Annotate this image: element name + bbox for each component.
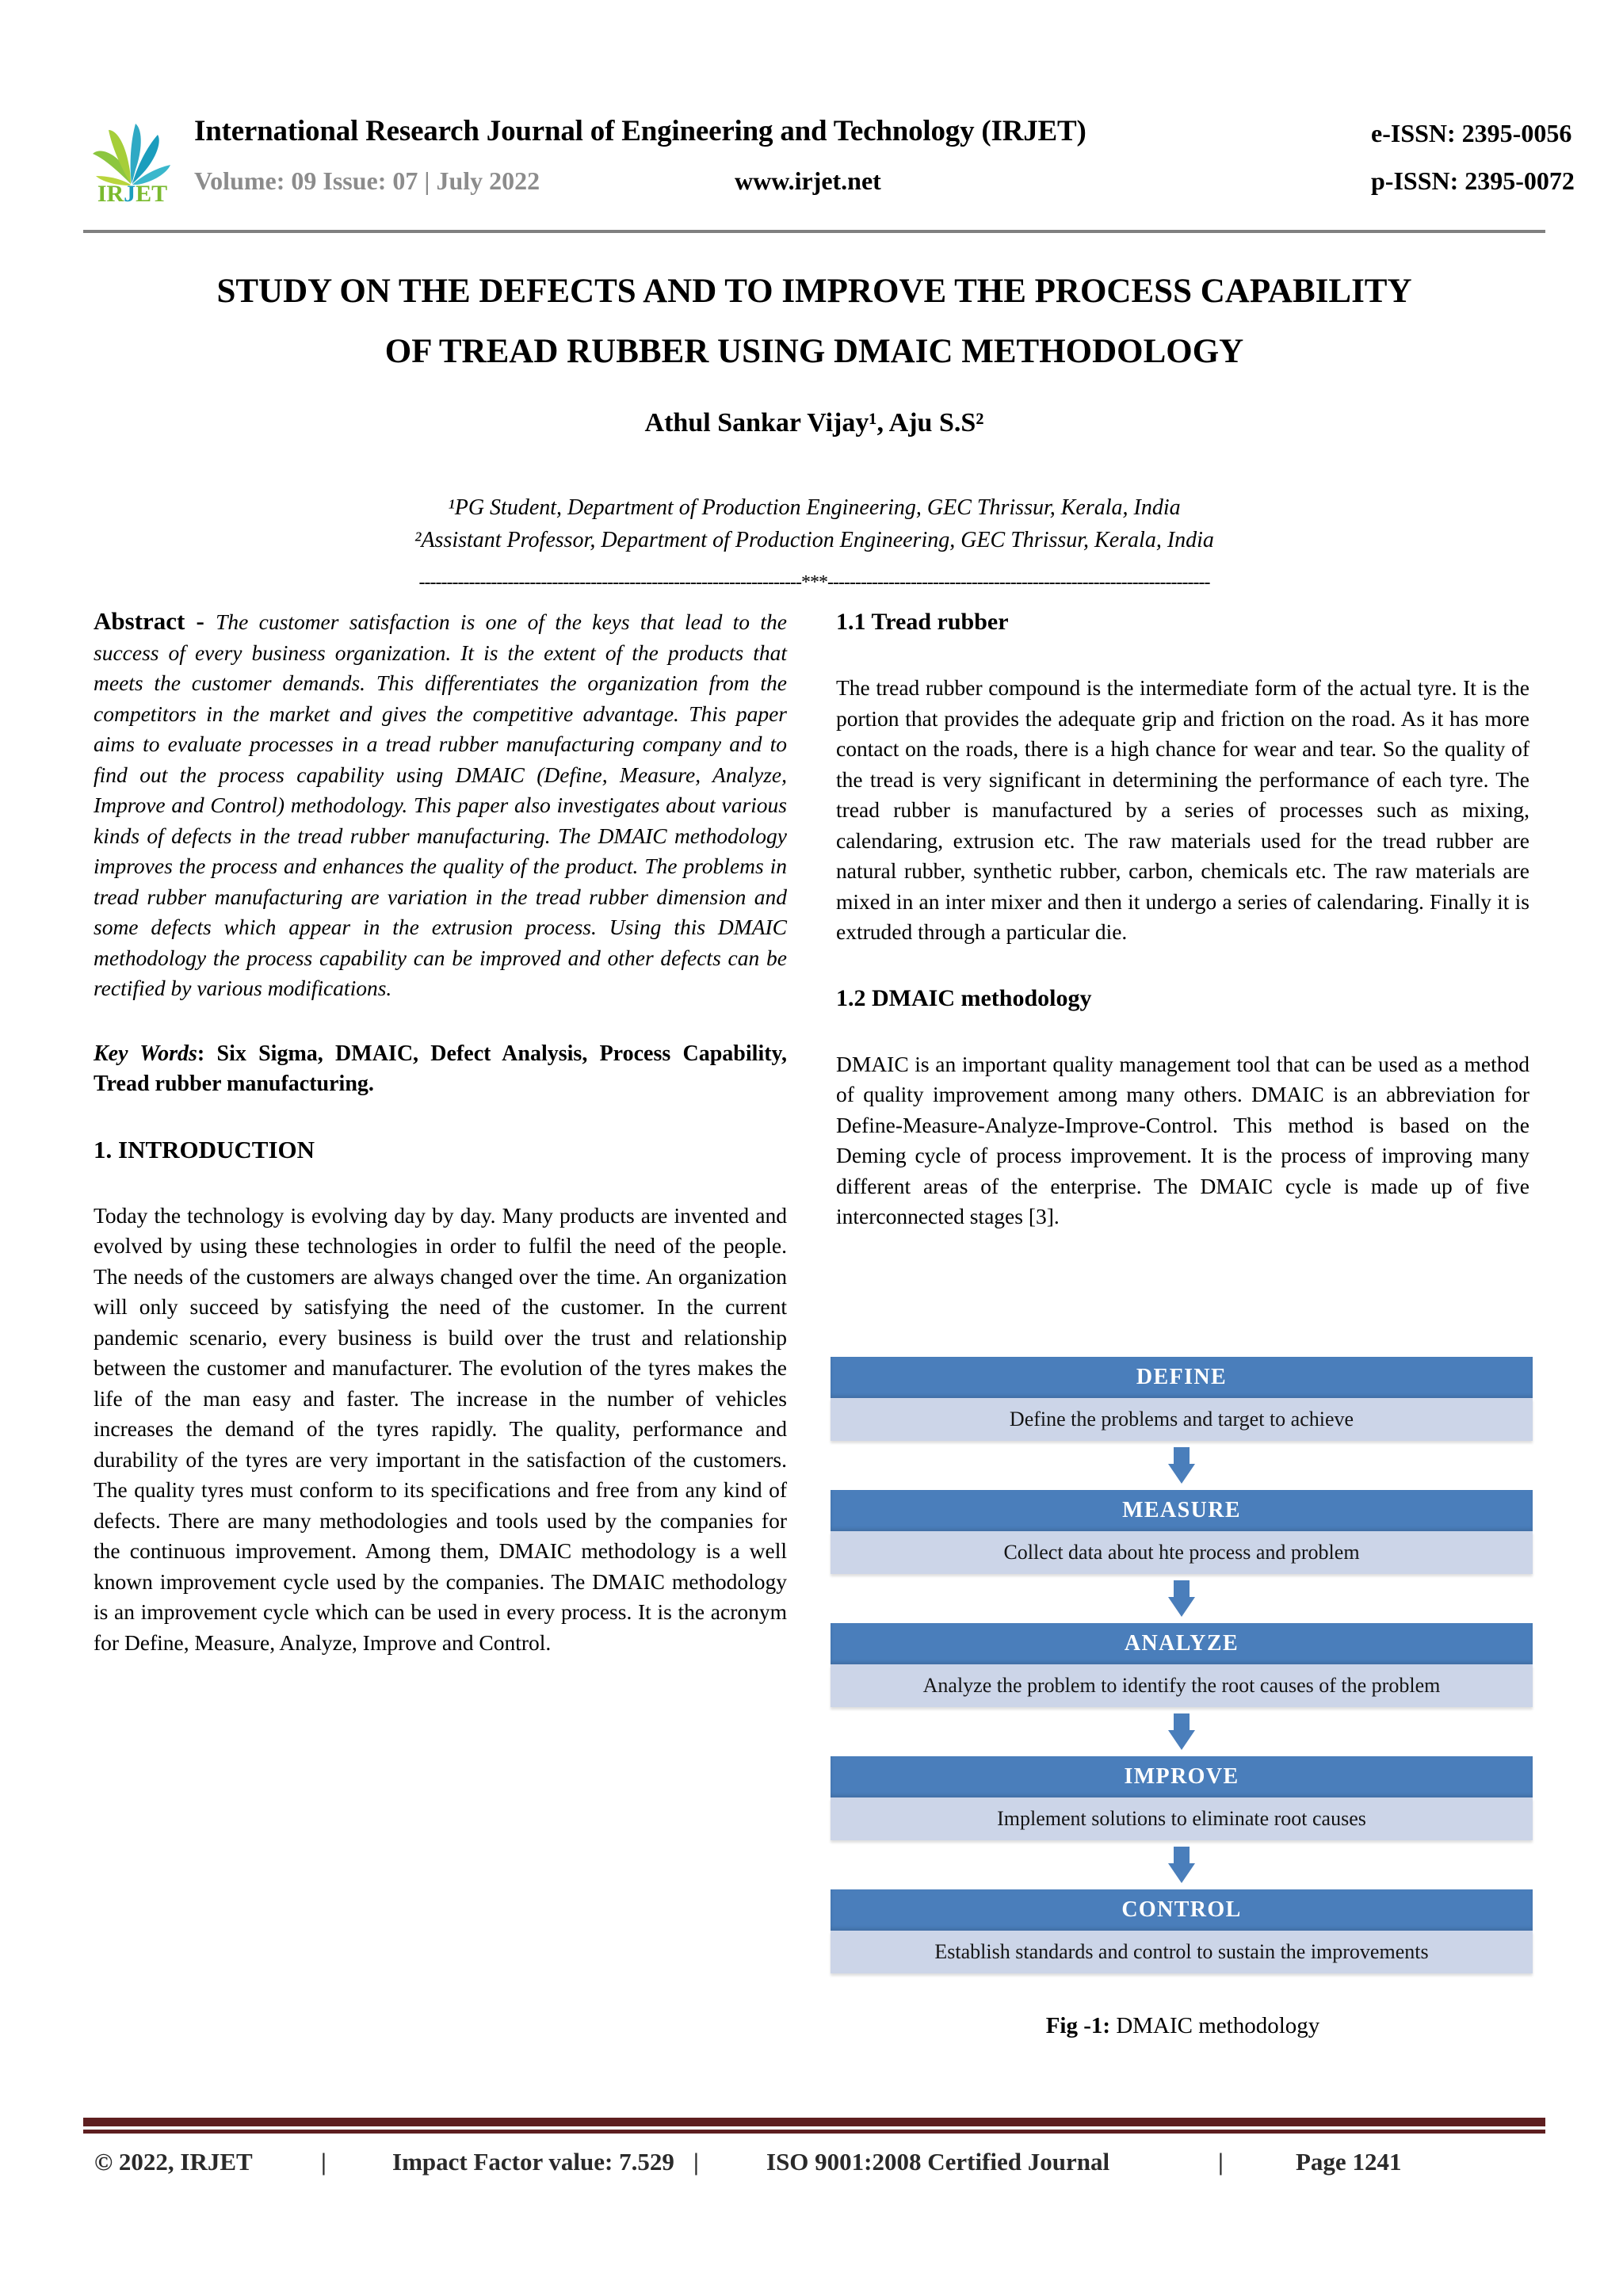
keywords-paragraph	[94, 1039, 787, 1099]
figure-caption	[836, 2013, 1529, 2039]
page-title	[95, 262, 1533, 382]
title-line-2: OF TREAD RUBBER USING DMAIC METHODOLOGY	[384, 333, 1244, 370]
section-separator: ---------------------------------------------------------------------***---------------------------------------------------------------------	[418, 572, 1210, 593]
dmaic-stage-analyze	[831, 1623, 1533, 1707]
dmaic-flow-diagram	[831, 1357, 1533, 1973]
header-divider	[83, 230, 1545, 233]
abstract-label: Abstract -	[94, 607, 216, 635]
p-issn: p-ISSN: 2395-0072	[1371, 166, 1575, 195]
dmaic-stage-control-title: CONTROL	[831, 1889, 1533, 1931]
abstract-paragraph	[94, 606, 787, 1004]
introduction-paragraph: Today the technology is evolving day by day. Many products are invented and evolved by using these technologies in order to fulfil the need of the people. The needs of the customers are always changed over the time. An organization will only succeed by satisfying the need of the customer. In the current pandemic scenario, every business is build over the trust and relationship between the customer and manufacturer. The evolution of the tyres makes the life of the man easy and faster. The increase in the number of vehicles increases the demand of the tyres rapidly. The quality, performance and durability of the tyres are very important in the satisfaction of the customers. The quality tyres must conform to its specifications and free from any kind of defects. There are many methodologies and tools used by the companies for the continuous improvement. Among them, DMAIC methodology is a well known improvement cycle used by the companies. The DMAIC methodology is an improvement cycle which can be used in every process. It is the acronym for Define, Measure, Analyze, Improve and Control.	[94, 1202, 787, 1655]
dmaic-stage-control-description: Establish standards and control to sustain the improvements	[831, 1931, 1533, 1973]
page-footer	[83, 2148, 1545, 2187]
heading-dmaic-methodology: 1.2 DMAIC methodology	[836, 984, 1092, 1011]
right-column	[836, 606, 1529, 1232]
dmaic-stage-measure-description: Collect data about hte process and problem	[831, 1531, 1533, 1574]
dmaic-stage-improve	[831, 1756, 1533, 1840]
logo-fan-icon	[85, 113, 178, 185]
arrow-down-icon	[1168, 1713, 1195, 1750]
dmaic-stage-define-description: Define the problems and target to achieve	[831, 1398, 1533, 1441]
arrow-down-icon	[1168, 1447, 1195, 1484]
affiliations	[95, 491, 1533, 556]
logo-text-ir: IR	[97, 181, 124, 207]
footer-impact-factor: Impact Factor value: 7.529	[392, 2148, 674, 2176]
footer-divider-top	[83, 2118, 1545, 2126]
logo-wordmark	[86, 181, 178, 208]
irjet-logo	[83, 113, 178, 212]
keywords-text: : Six Sigma, DMAIC, Defect Analysis, Process Capability, Tread rubber manufacturing.	[94, 1041, 787, 1096]
footer-divider-1: |	[321, 2148, 327, 2176]
dmaic-arrow-3	[831, 1707, 1533, 1756]
volume-issue-date: Volume: 09 Issue: 07 | July 2022	[194, 166, 540, 195]
arrow-down-icon	[1168, 1847, 1195, 1883]
dmaic-arrow-1	[831, 1441, 1533, 1490]
heading-tread-rubber: 1.1 Tread rubber	[836, 609, 1009, 635]
author-list: Athul Sankar Vijay¹, Aju S.S²	[644, 408, 984, 437]
journal-website[interactable]: www.irjet.net	[735, 166, 881, 195]
keywords-label: Key Words	[94, 1041, 197, 1066]
dmaic-stage-analyze-title: ANALYZE	[831, 1623, 1533, 1664]
logo-text-j: J	[124, 181, 136, 207]
dmaic-stage-measure	[831, 1490, 1533, 1574]
footer-divider-3: |	[1218, 2148, 1224, 2176]
arrow-down-icon	[1168, 1580, 1195, 1617]
footer-certification: ISO 9001:2008 Certified Journal	[766, 2148, 1110, 2176]
figure-caption-text: DMAIC methodology	[1110, 2013, 1320, 2038]
dmaic-stage-define-title: DEFINE	[831, 1357, 1533, 1398]
dmaic-arrow-4	[831, 1840, 1533, 1889]
left-column	[94, 606, 787, 1658]
figure-caption-label: Fig -1:	[1045, 2013, 1111, 2038]
affiliation-1: ¹PG Student, Department of Production Engineering, GEC Thrissur, Kerala, India	[448, 495, 1181, 520]
footer-page-number: Page 1241	[1296, 2148, 1402, 2176]
abstract-text: The customer satisfaction is one of the keys that lead to the success of every business organization. It is the extent of the products that meets the customer demands. This differentiates the organization from the competitors in the market and gives the competitive advantage. This paper aims to evaluate processes in a tread rubber manufacturing company and to find out the process capability using DMAIC (Define, Measure, Analyze, Improve and Control) methodology. This paper also investigates about various kinds of defects in the tread rubber manufacturing. The DMAIC methodology improves the process and enhances the quality of the product. The problems in tread rubber manufacturing are variation in the tread rubber dimension and some defects which appear in the extrusion process. Using this DMAIC methodology the process capability can be improved and other defects can be rectified by various modifications.	[94, 609, 787, 1000]
dmaic-stage-analyze-description: Analyze the problem to identify the root causes of the problem	[831, 1664, 1533, 1707]
logo-text-et: ET	[136, 181, 168, 207]
dmaic-arrow-2	[831, 1574, 1533, 1623]
tread-rubber-paragraph: The tread rubber compound is the intermediate form of the actual tyre. It is the portion that provides the adequate grip and friction on the road. As it has more contact on the roads, there is a high chance for wear and tear. So the quality of the tread is very significant in determining the performance of each tyre. The tread rubber is manufactured by a series of processes such as mixing, calendaring, extrusion etc. The raw materials used for the tread rubber are natural rubber, synthetic rubber, carbon, chemicals etc. The raw materials are mixed in an inter mixer and then it undergo a series of calendaring. Finally it is extruded through a particular die.	[836, 675, 1529, 944]
dmaic-methodology-paragraph: DMAIC is an important quality management tool that can be used as a method of quality improvement among many others. DMAIC is an abbreviation for Define-Measure-Analyze-Improve-Control. This method is based on the Deming cycle of process improvement. It is the process of improving many different areas of the enterprise. The DMAIC cycle is made up of five interconnected stages [3].	[836, 1051, 1529, 1228]
footer-divider-2: |	[693, 2148, 699, 2176]
heading-introduction: 1. INTRODUCTION	[94, 1135, 315, 1163]
affiliation-2: ²Assistant Professor, Department of Production Engineering, GEC Thrissur, Kerala, India	[414, 528, 1214, 552]
page-masthead	[83, 111, 1575, 230]
dmaic-stage-improve-description: Implement solutions to eliminate root causes	[831, 1797, 1533, 1840]
journal-title: International Research Journal of Engineering and Technology (IRJET)	[194, 115, 1086, 147]
dmaic-stage-improve-title: IMPROVE	[831, 1756, 1533, 1797]
dmaic-stage-measure-title: MEASURE	[831, 1490, 1533, 1531]
e-issn: e-ISSN: 2395-0056	[1371, 119, 1572, 147]
dmaic-stage-control	[831, 1889, 1533, 1973]
dmaic-stage-define	[831, 1357, 1533, 1441]
footer-copyright: © 2022, IRJET	[94, 2148, 253, 2176]
title-line-1: STUDY ON THE DEFECTS AND TO IMPROVE THE PROCESS CAPABILITY	[216, 273, 1412, 310]
footer-divider-bottom	[83, 2130, 1545, 2134]
